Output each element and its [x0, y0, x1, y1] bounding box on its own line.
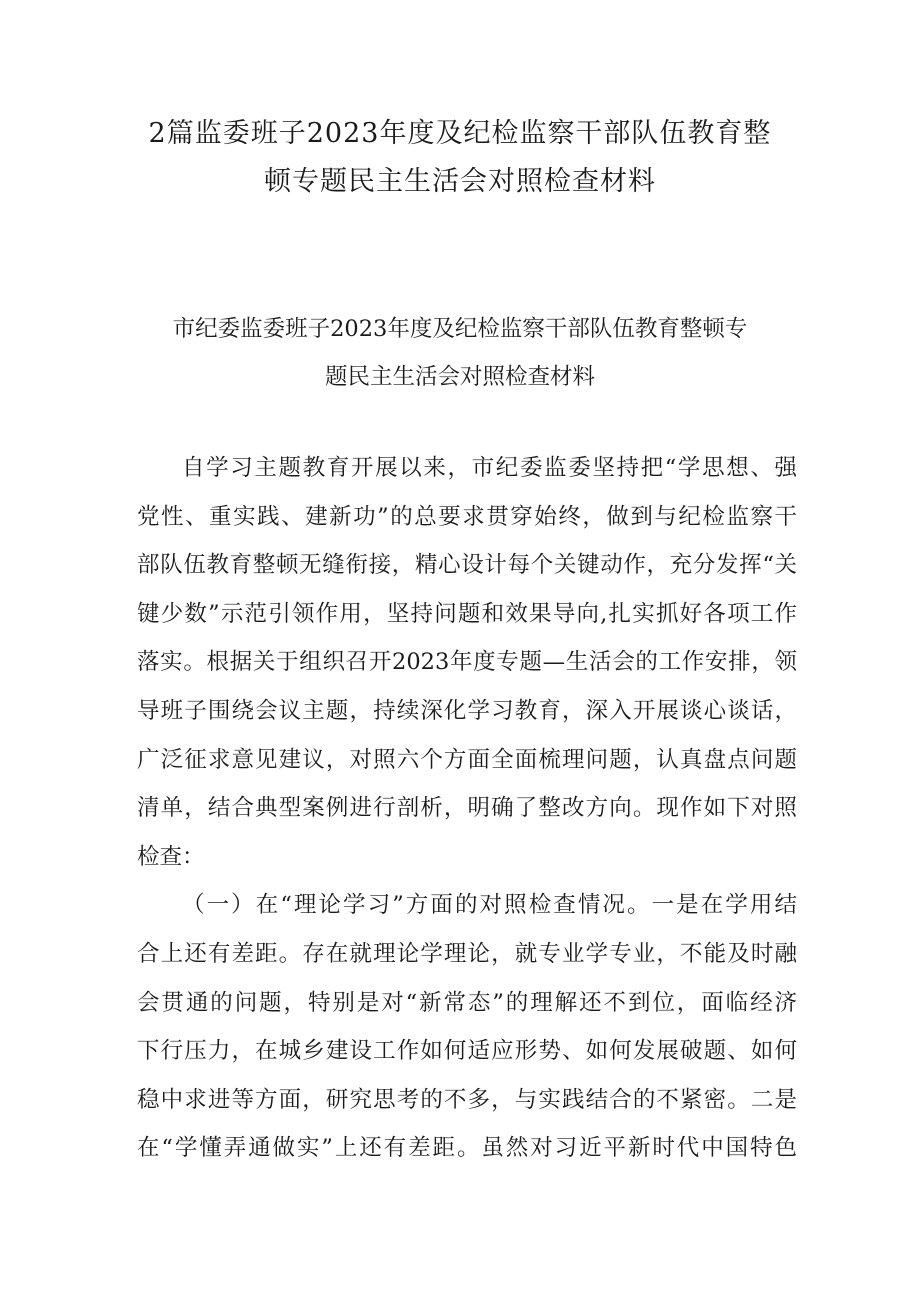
subtitle-line: 市纪委监委班子2023年度及纪检监察干部队伍教育整顿专: [172, 316, 748, 342]
document-title: [100, 110, 820, 206]
text-line: 合上还有差距。存在就理论学理论，就专业学专业，不能及时融: [137, 940, 797, 967]
paragraph-theory-study: [137, 881, 797, 1173]
text-line: （一）在“理论学习”方面的对照检查情况。一是在学用结: [182, 892, 797, 919]
text-line: 检查：: [137, 843, 205, 870]
text-line: 稳中求进等方面，研究思考的不多，与实践结合的不紧密。二是: [137, 1086, 797, 1113]
text-line: 会贯通的问题，特别是对“新常态”的理解还不到位，面临经济: [137, 989, 797, 1016]
text-line: 键少数”示范引领作用，坚持问题和效果导向,扎实抓好各项工作: [137, 600, 797, 627]
paragraph-intro: [137, 444, 797, 881]
text-line: 清单，结合典型案例进行剖析，明确了整改方向。现作如下对照: [137, 795, 797, 822]
text-line: 部队伍教育整顿无缝衔接，精心设计每个关键动作，充分发挥“关: [137, 552, 797, 579]
title-line: 顿专题民主生活会对照检查材料: [264, 166, 656, 197]
text-line: 广泛征求意见建议，对照六个方面全面梳理问题，认真盘点问题: [137, 746, 797, 773]
subtitle-line: 题民主生活会对照检查材料: [324, 364, 595, 390]
text-line: 下行压力，在城乡建设工作如何适应形势、如何发展破题、如何: [137, 1038, 797, 1065]
title-line: 2篇监委班子2023年度及纪检监察干部队伍教育整: [148, 118, 772, 149]
text-line: 在“学懂弄通做实”上还有差距。虽然对习近平新时代中国特色: [137, 1135, 797, 1162]
text-line: 导班子围绕会议主题，持续深化学习教育，深入开展谈心谈话，: [137, 697, 797, 724]
text-line: 党性、重实践、建新功”的总要求贯穿始终，做到与纪检监察干: [137, 503, 797, 530]
text-line: 落实。根据关于组织召开2023年度专题—生活会的工作安排，领: [137, 649, 797, 676]
document-subtitle: [120, 305, 800, 401]
document-body: [137, 444, 797, 1173]
text-line: 自学习主题教育开展以来，市纪委监委坚持把“学思想、强: [182, 455, 797, 481]
